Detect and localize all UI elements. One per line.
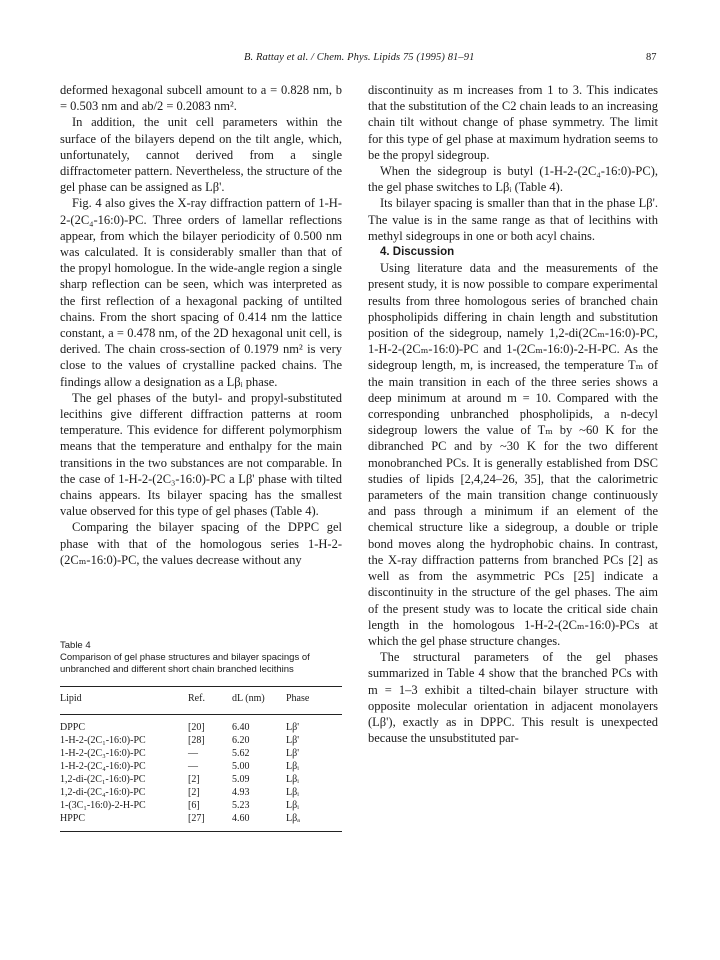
cell-ref: — xyxy=(188,761,198,772)
paragraph: The gel phases of the butyl- and propyl-substituted lecithins give different diffraction patterns at room temperature. This evidence for different polymorphism means that the temperature and enthalpy for the main transitions in the two substances are not comparable. In the case of 1-H-2-(2C₃-16:0)-PC a Lβ' phase with tilted chains appears. Its bilayer spacing has the smallest value observed for this type of gel phases (Table 4). xyxy=(60,390,342,519)
paragraph: The structural parameters of the gel phases summarized in Table 4 show that the branched PCs with m = 1–3 exhibit a tilted-chain bilayer structure with opposite molecular orientation in adjacent monolayers (Lβ'), exactly as in DPPC. This result is unexpected because the unsubstituted par- xyxy=(368,650,658,746)
cell-phase: Lβ' xyxy=(286,735,299,746)
table-row xyxy=(60,734,342,747)
column-header: dL (nm) xyxy=(232,687,286,715)
paragraph: discontinuity as m increases from 1 to 3. This indicates that the substitution of the C2 chain leads to an increasing chain tilt without change of phase symmetry. The limit for this type of gel phase at maximum hydration seems to be the propyl sidegroup. xyxy=(368,83,658,162)
cell-dl: 6.20 xyxy=(232,735,250,746)
paragraph: In addition, the unit cell parameters within the surface of the bilayers depend on the tilt angle, which, unfortunately, cannot derived from a single diffractometer pattern. Nevertheless, the structure of the gel phase can be assigned as Lβ'. xyxy=(60,115,342,195)
cell-phase: Lβₐ xyxy=(286,813,300,824)
cell-dl: 5.23 xyxy=(232,800,250,811)
cell-phase: Lβᵢ xyxy=(286,787,299,798)
cell-ref: [27] xyxy=(188,813,205,824)
cell-dl: 5.62 xyxy=(232,748,250,759)
cell-phase: Lβᵢ xyxy=(286,774,299,785)
cell-dl: 4.60 xyxy=(232,813,250,824)
cell-lipid: DPPC xyxy=(60,722,86,733)
cell-lipid: HPPC xyxy=(60,813,86,824)
cell-lipid: 1-H-2-(2C₄-16:0)-PC xyxy=(60,761,146,772)
cell-lipid: 1,2-di-(2C₁-16:0)-PC xyxy=(60,774,146,785)
cell-phase: Lβ' xyxy=(286,748,299,759)
table-row xyxy=(60,773,342,786)
table-caption: Comparison of gel phase structures and bilayer spacings of unbranched and different short chain branched lecithins xyxy=(60,652,310,675)
cell-dl: 4.93 xyxy=(232,787,250,798)
running-header: B. Rattay et al. / Chem. Phys. Lipids 75 (1995) 81–91 xyxy=(244,52,475,63)
cell-ref: [2] xyxy=(188,787,200,798)
paragraph: Its bilayer spacing is smaller than that in the phase Lβ'. The value is in the same range as that of lecithins with methyl sidegroups in one or both acyl chains. xyxy=(368,196,658,243)
table-row xyxy=(60,747,342,760)
table-row xyxy=(60,799,342,812)
cell-lipid: 1,2-di-(2C₄-16:0)-PC xyxy=(60,787,146,798)
table-4 xyxy=(60,640,342,832)
page-number: 87 xyxy=(646,52,657,63)
table-row xyxy=(60,812,342,832)
cell-lipid: 1-H-2-(2C₃-16:0)-PC xyxy=(60,748,146,759)
cell-ref: [20] xyxy=(188,722,205,733)
paragraph: Using literature data and the measurements of the present study, it is now possible to compare experimental results from three homologous series of branched chain phospholipids differing in chain length and substitution position of the sidegroup, namely 1,2-di(2Cₘ-16:0)-PC, 1-H-2-(2Cₘ-16:0)-PC and 1-(2Cₘ-16:0)-2-H-PC. As the sidegroup length, m, is increased, the temperature Tₘ of the main transition in each of the three series shows a deep minimum at around m = 10. Compared with the corresponding unbranched phospholipids, a n-decyl sidegroup lowers the value of Tₘ by ~60 K for the dibranched PC and by ~30 K for the two different monobranched PCs. It is generally established from DSC studies of lipids [2,4,24–26, 35], that the calorimetric parameters of the main transition change continuously and pass through a minimum if an element of the chemical structure like a sidegroup, a double or triple bond moves along the hydrophobic chains. In contrast, the X-ray diffraction patterns from branched PCs [2] as well as from the asymmetric PCs [25] indicate a discontinuity in the structure of the gel phases. The aim of the present study was to locate the critical side chain length in the homologous 1-H-2-(2Cₘ-16:0)-PCs at which the gel phase structure changes. xyxy=(368,261,658,648)
cell-ref: [2] xyxy=(188,774,200,785)
column-header: Phase xyxy=(286,687,342,715)
table-row xyxy=(60,786,342,799)
left-column xyxy=(60,82,342,568)
table-row xyxy=(60,715,342,735)
cell-lipid: 1-H-2-(2C₁-16:0)-PC xyxy=(60,735,146,746)
cell-phase: Lβᵢ xyxy=(286,800,299,811)
data-table xyxy=(60,686,342,832)
cell-phase: Lβ' xyxy=(286,722,299,733)
table-row xyxy=(60,760,342,773)
cell-phase: Lβᵢ xyxy=(286,761,299,772)
cell-dl: 5.09 xyxy=(232,774,250,785)
paragraph: Fig. 4 also gives the X-ray diffraction pattern of 1-H-2-(2C₄-16:0)-PC. Three orders of lamellar reflections appear, from which the bilayer periodicity of 0.500 nm was calculated. It is considerably smaller than that of the propyl homologue. In the wide-angle region a single sharp reflection can be seen, which was interpreted as the first reflection of a hexagonal packing of untilted chains. From the short spacing of 0.414 nm the lattice constant, a = 0.478 nm, of the 2D hexagonal unit cell, is derived. The chain cross-section of 0.1979 nm² is very close to the values of crystalline packed chains. The findings allow a designation as a Lβᵢ phase. xyxy=(60,196,342,389)
right-column xyxy=(368,82,658,746)
paragraph: Comparing the bilayer spacing of the DPPC gel phase with that of the homologous series 1-H-2-(2Cₘ-16:0)-PC, the values decrease without any xyxy=(60,520,342,567)
cell-lipid: 1-(3C₁-16:0)-2-H-PC xyxy=(60,800,146,811)
cell-ref: [6] xyxy=(188,800,200,811)
column-header: Lipid xyxy=(60,687,188,715)
paragraph: When the sidegroup is butyl (1-H-2-(2C₄-16:0)-PC), the gel phase switches to Lβᵢ (Table 4). xyxy=(368,164,658,195)
cell-ref: [28] xyxy=(188,735,205,746)
section-heading: 4. Discussion xyxy=(380,246,455,259)
cell-dl: 6.40 xyxy=(232,722,250,733)
paragraph: deformed hexagonal subcell amount to a = 0.828 nm, b = 0.503 nm and ab/2 = 0.2083 nm². xyxy=(60,83,342,114)
column-header: Ref. xyxy=(188,687,232,715)
cell-dl: 5.00 xyxy=(232,761,250,772)
table-label: Table 4 xyxy=(60,640,91,651)
cell-ref: — xyxy=(188,748,198,759)
